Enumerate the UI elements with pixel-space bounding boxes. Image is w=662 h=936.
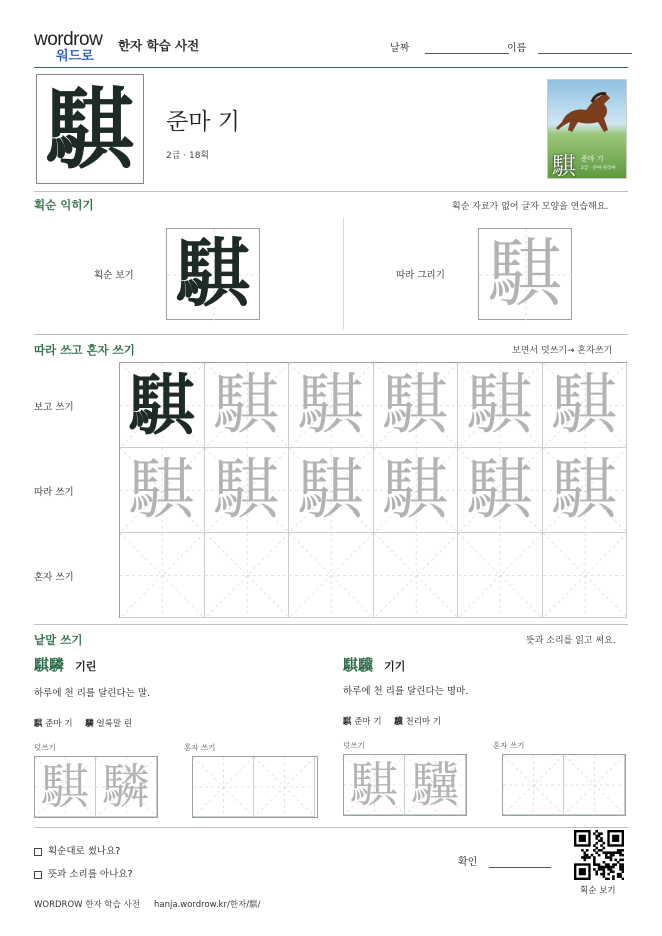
alone-label: 혼자 쓰기 (184, 743, 216, 752)
practice-cell[interactable] (543, 533, 628, 618)
practice-cell[interactable] (205, 363, 290, 448)
practice-section-note: 보면서 덧쓰기→ 혼자쓰기 (512, 346, 613, 356)
word-trace-cell[interactable] (35, 757, 96, 817)
footer-url[interactable]: hanja.wordrow.kr/한자/騏/ (154, 900, 261, 910)
practice-char: 騏 (466, 451, 533, 528)
word-alone-boxes (192, 756, 318, 818)
practice-cell[interactable] (289, 533, 374, 618)
stroke-trace-box (478, 228, 572, 320)
practice-char: 騏 (349, 756, 398, 813)
logo (34, 30, 112, 66)
header-title: 한자 학습 사전 (118, 38, 200, 53)
practice-cell[interactable] (458, 448, 543, 533)
confirm-field[interactable] (458, 853, 551, 868)
word-hanja: 騏驥 (343, 656, 374, 674)
checkbox[interactable] (34, 871, 42, 879)
practice-char: 騏 (382, 451, 449, 528)
stroke-section-title: 획순 익히기 (34, 198, 94, 212)
grid-guide (564, 755, 625, 815)
practice-grid (119, 362, 627, 618)
stroke-trace-label: 따라 그리기 (396, 270, 445, 281)
practice-char: 騏 (382, 366, 449, 443)
name-label: 이름 (507, 43, 527, 54)
stroke-view-char: 騏 (176, 231, 250, 317)
word-reading: 기린 (75, 660, 97, 673)
word-alone-boxes (502, 754, 626, 816)
grid-guide (193, 757, 254, 817)
stroke-trace-char: 騏 (488, 231, 562, 317)
practice-cell[interactable] (205, 533, 290, 618)
word-trace-cell[interactable] (96, 757, 157, 817)
qr-code[interactable] (574, 830, 624, 880)
grid-guide (289, 533, 374, 618)
row-label-trace: 따라 쓰기 (34, 487, 74, 498)
practice-cell[interactable] (120, 448, 205, 533)
thumbnail (547, 79, 627, 179)
part-meaning: 얼룩말 린 (96, 719, 133, 729)
practice-char: 騏 (213, 366, 280, 443)
practice-cell[interactable] (374, 448, 459, 533)
trace-label: 덧쓰기 (343, 741, 365, 750)
stroke-view-label: 획순 보기 (94, 270, 134, 281)
word-definition: 하루에 천 리를 달린다는 말. (34, 688, 151, 699)
qr-caption: 획순 보기 (580, 886, 616, 896)
practice-cell[interactable] (120, 363, 205, 448)
word-trace-boxes (34, 756, 158, 818)
word-alone-cell[interactable] (503, 755, 564, 815)
practice-cell[interactable] (289, 448, 374, 533)
practice-section-title: 따라 쓰고 혼자 쓰기 (34, 343, 135, 357)
checklist-item-meaning[interactable] (34, 866, 133, 880)
date-label: 날짜 (390, 43, 410, 54)
check-label: 뜻과 소리를 아나요? (48, 869, 133, 880)
char-info: 2급 · 18획 (166, 151, 210, 161)
words-section-title: 낱말 쓰기 (34, 633, 83, 647)
stroke-view-box (166, 228, 260, 320)
alone-label: 혼자 쓰기 (493, 741, 525, 750)
practice-char: 驎 (101, 758, 150, 815)
word-trace-cell[interactable] (344, 755, 405, 815)
grid-guide (254, 757, 315, 817)
part-char: 驥 (394, 717, 403, 727)
grid-guide (120, 533, 205, 618)
practice-char: 騏 (128, 366, 195, 444)
checkbox[interactable] (34, 848, 42, 856)
practice-cell[interactable] (458, 363, 543, 448)
main-char-box (36, 74, 144, 184)
word-definition: 하루에 천 리를 달린다는 명마. (343, 686, 469, 697)
practice-cell[interactable] (374, 363, 459, 448)
practice-char: 騏 (297, 366, 364, 443)
trace-label: 덧쓰기 (34, 743, 56, 752)
grid-guide (458, 533, 543, 618)
word-alone-cell[interactable] (564, 755, 625, 815)
practice-char: 騏 (551, 366, 618, 443)
qr-pattern-icon (574, 830, 624, 880)
grid-guide (205, 533, 290, 618)
practice-cell[interactable] (543, 363, 628, 448)
part-char: 騏 (34, 719, 43, 729)
word-hanja: 騏驎 (34, 656, 65, 674)
checklist-item-stroke-order[interactable] (34, 843, 120, 857)
word-reading: 기기 (384, 660, 406, 673)
footer-brand: WORDROW 한자 학습 사전 (34, 900, 140, 910)
name-field[interactable] (507, 39, 632, 54)
word-alone-cell[interactable] (193, 757, 254, 817)
word-alone-cell[interactable] (254, 757, 315, 817)
practice-char: 騏 (213, 451, 280, 528)
words-section-note: 뜻과 소리를 읽고 써요. (526, 636, 616, 646)
practice-char: 騏 (40, 758, 89, 815)
practice-cell[interactable] (543, 448, 628, 533)
practice-cell[interactable] (120, 533, 205, 618)
practice-char: 騏 (551, 451, 618, 528)
practice-char: 騏 (297, 451, 364, 528)
practice-cell[interactable] (289, 363, 374, 448)
thumbnail-glyph: 騏 (552, 152, 576, 179)
word-trace-cell[interactable] (405, 755, 466, 815)
word-trace-boxes (343, 754, 467, 816)
thumbnail-caption: 준마 기 (581, 155, 604, 163)
part-char: 騏 (343, 717, 352, 727)
practice-char: 騏 (128, 451, 195, 528)
practice-cell[interactable] (458, 533, 543, 618)
practice-char: 騏 (466, 366, 533, 443)
practice-cell[interactable] (205, 448, 290, 533)
practice-cell[interactable] (374, 533, 459, 618)
practice-char: 驥 (410, 756, 459, 813)
logo-wordrow: wordrow (34, 29, 103, 50)
row-label-see: 보고 쓰기 (34, 402, 74, 413)
part-char: 驎 (85, 719, 94, 729)
check-label: 획순대로 썼나요? (48, 846, 121, 857)
horse-icon (548, 84, 627, 144)
confirm-label: 확인 (458, 857, 478, 868)
part-meaning: 천리마 기 (405, 717, 442, 727)
grid-guide (543, 533, 628, 618)
date-field[interactable] (390, 39, 509, 54)
grid-guide (374, 533, 459, 618)
main-char: 騏 (45, 77, 134, 181)
grid-guide (503, 755, 564, 815)
part-meaning: 준마 기 (354, 717, 382, 727)
char-meaning: 준마 기 (166, 109, 240, 135)
row-label-alone: 혼자 쓰기 (34, 572, 74, 583)
part-meaning: 준마 기 (45, 719, 73, 729)
logo-korean: 워드로 (56, 49, 94, 64)
stroke-section-note: 획순 자료가 없어 글자 모양을 연습해요. (452, 202, 609, 212)
thumbnail-subcaption: 2급 · 준마·천리마 (581, 166, 616, 171)
